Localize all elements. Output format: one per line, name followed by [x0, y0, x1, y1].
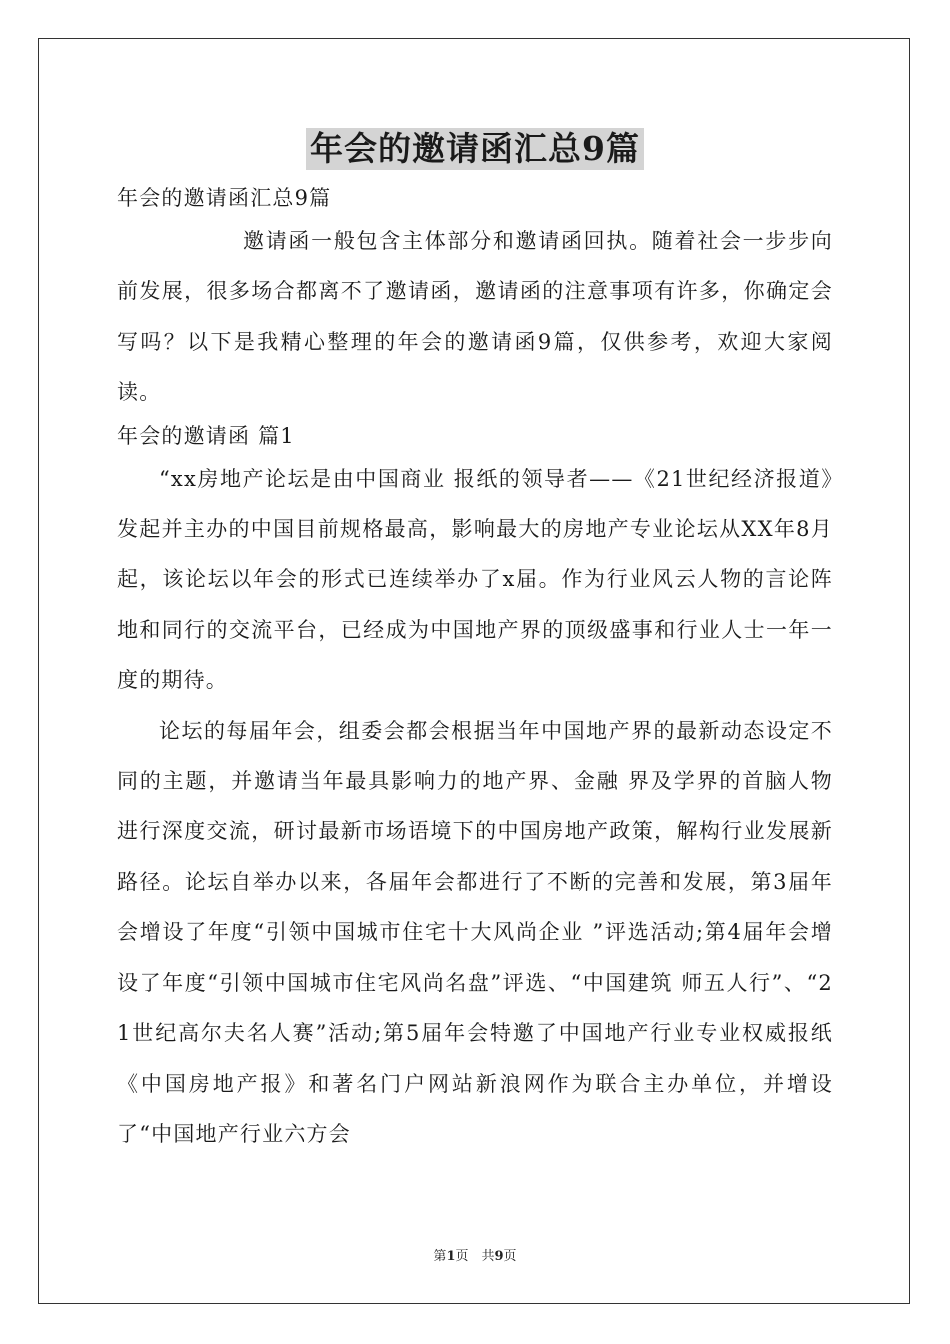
- title-container: [0, 128, 950, 170]
- page-suffix: 页: [503, 1249, 517, 1264]
- document-body: [117, 180, 833, 1159]
- document-subtitle: 年会的邀请函汇总9篇: [117, 186, 332, 210]
- page-total: 9: [494, 1249, 504, 1264]
- intro-paragraph: 邀请函一般包含主体部分和邀请函回执。随着社会一步步向前发展，很多场合都离不了邀请函，邀请函的注意事项有许多，你确定会写吗？以下是我精心整理的年会的邀请函9篇，仅供参考，欢迎大家阅读。: [117, 229, 833, 405]
- document-title: 年会的邀请函汇总9篇: [306, 128, 644, 170]
- page-current: 1: [446, 1249, 456, 1264]
- body-paragraph: 论坛的每届年会，组委会都会根据当年中国地产界的最新动态设定不同的主题，并邀请当年最具影响力的地产界、金融 界及学界的首脑人物进行深度交流，研讨最新市场语境下的中国房地产政策，解构行业发展新路径。论坛自举办以来，各届年会都进行了不断的完善和发展，第3届年会增设了年度“引领中国城市住宅十大风尚企业 ”评选活动;第4届年会增设了年度“引领中国城市住宅风尚名盘”评选、“中国建筑 师五人行”、“21世纪高尔夫名人赛”活动;第5届年会特邀了中国地产行业专业权威报纸《中国房地产报》和著名门户网站新浪网作为联合主办单位，并增设了“中国地产行业六方会: [117, 718, 833, 1146]
- page-footer: [0, 1245, 950, 1264]
- body-paragraph: “xx房地产论坛是由中国商业 报纸的领导者——《21世纪经济报道》发起并主办的中国目前规格最高，影响最大的房地产专业论坛从XX年8月起，该论坛以年会的形式已连续举办了x届。作为行业风云人物的言论阵地和同行的交流平台，已经成为中国地产界的顶级盛事和行业人士一年一度的期待。: [117, 466, 833, 693]
- section-heading: 年会的邀请函 篇1: [117, 423, 295, 448]
- page-mid: 页 共: [455, 1249, 495, 1264]
- page-prefix: 第: [433, 1249, 447, 1264]
